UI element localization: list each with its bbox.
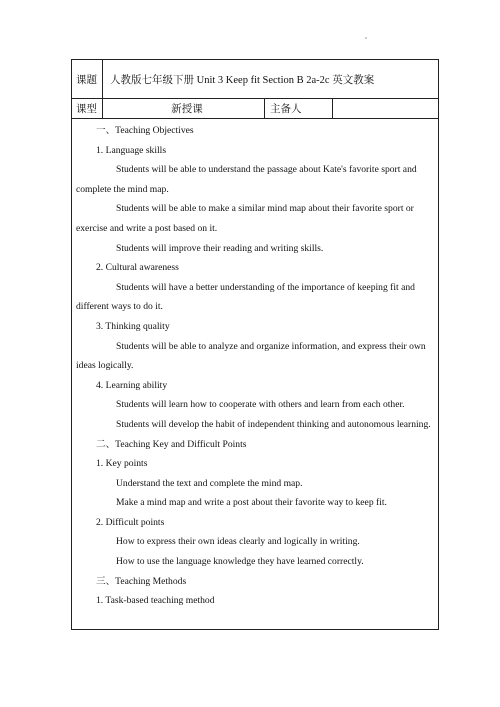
section-heading: 二、Teaching Key and Difficult Points (96, 438, 247, 450)
paragraph: Students will have a better understanding of the importance of keeping fit and different ways to do it. (76, 281, 415, 313)
lesson-plan-table (71, 59, 439, 630)
type-row (72, 98, 438, 119)
paragraph: Make a mind map and write a post about their favorite way to keep fit. (116, 497, 387, 509)
preparer-label: 主备人 (270, 103, 302, 115)
scan-dot (365, 37, 367, 39)
paragraph: How to express their own ideas clearly and logically in writing. (116, 536, 360, 548)
paragraph: Students will improve their reading and writing skills. (116, 242, 324, 254)
subsection-heading: 2. Difficult points (96, 516, 165, 528)
subsection-heading: 4. Learning ability (96, 379, 168, 391)
subsection-heading: 1. Key points (96, 458, 148, 470)
divider (102, 60, 103, 98)
subsection-heading: 1. Language skills (96, 144, 167, 156)
divider (332, 98, 333, 118)
lesson-content (72, 118, 438, 629)
type-value: 新授课 (171, 103, 203, 115)
subsection-heading: 3. Thinking quality (96, 320, 170, 332)
section-heading: 三、Teaching Methods (96, 575, 187, 587)
paragraph: Understand the text and complete the mind map. (116, 477, 303, 489)
paragraph: Students will be able to make a similar mind map about their favorite sport or exercise and write a post based on it. (76, 203, 414, 234)
divider (264, 98, 265, 118)
paragraph: Students will learn how to cooperate with others and learn from each other. (116, 399, 405, 411)
title-row (72, 60, 438, 99)
paragraph: Students will be able to understand the passage about Kate's favorite sport and complete the mind map. (76, 164, 417, 195)
subsection-heading: 1. Task-based teaching method (96, 595, 215, 607)
title-label: 课题 (76, 74, 97, 86)
type-label: 课型 (76, 103, 97, 115)
section-heading: 一、Teaching Objectives (96, 125, 194, 136)
title-value: 人教版七年级下册 Unit 3 Keep fit Section B 2a-2c 英文教案 (110, 74, 375, 86)
paragraph: How to use the language knowledge they have learned correctly. (116, 556, 364, 568)
paragraph: Students will be able to analyze and organize information, and express their own ideas logically. (76, 340, 426, 372)
paragraph: Students will develop the habit of independent thinking and autonomous learning. (116, 418, 431, 430)
subsection-heading: 2. Cultural awareness (96, 262, 179, 274)
